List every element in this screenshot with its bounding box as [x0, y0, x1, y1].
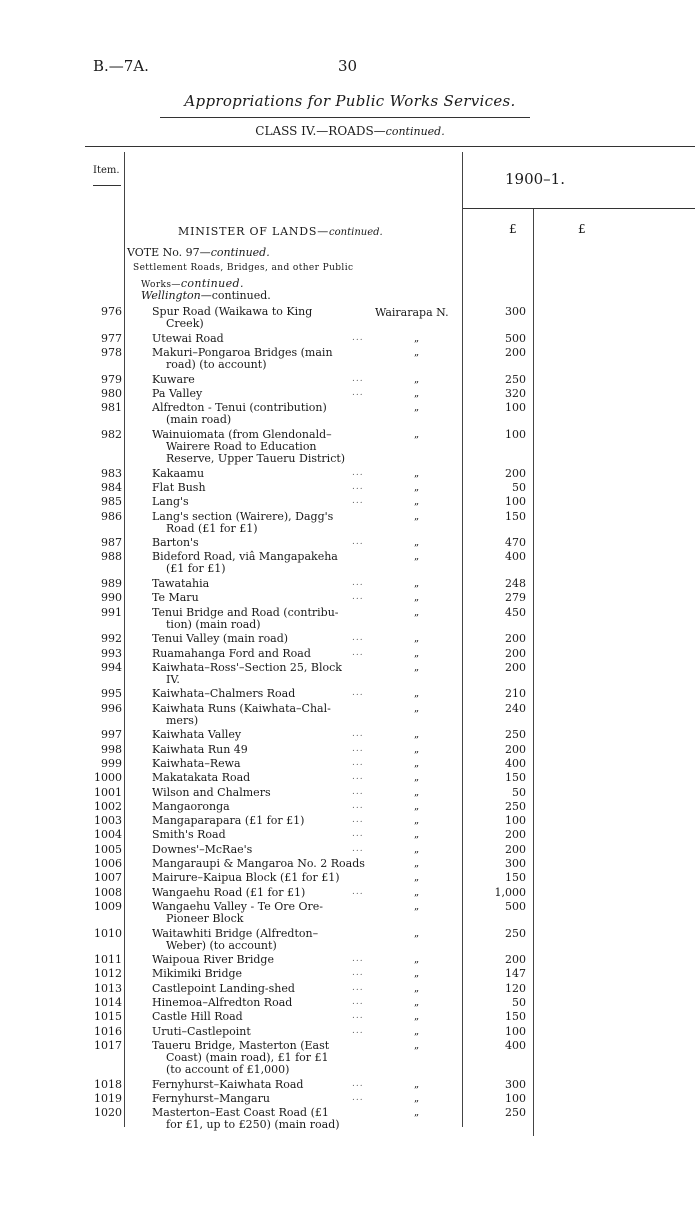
item-description-line1: Kaiwhata–Ross'–Section 25, Block [152, 660, 342, 674]
item-description-continuation: Coast) (main road), £1 for £1 [166, 1050, 329, 1064]
item-description-line1: Makatakata Road [152, 771, 251, 785]
item-number: 990 [101, 591, 122, 605]
ditto-mark: „ [414, 1011, 420, 1023]
page-title: Appropriations for Public Works Services. [184, 92, 516, 110]
ditto-mark: „ [414, 496, 420, 508]
item-description-continuation: tion) (main road) [166, 617, 261, 631]
item-description [152, 872, 366, 884]
ditto-mark: „ [414, 1039, 420, 1051]
item-number: 993 [101, 646, 122, 660]
ditto-mark: „ [414, 661, 420, 673]
item-description-continuation: road) (to account) [166, 357, 267, 371]
item-description-line1: Spur Road (Waikawa to King [152, 305, 313, 318]
leader-dots: ... [352, 688, 364, 699]
item-number: 1011 [94, 953, 122, 967]
item-number: 1004 [94, 828, 122, 842]
item-number: 1012 [94, 967, 122, 981]
ditto-mark: „ [414, 815, 420, 827]
item-description [152, 815, 366, 827]
item-description-line1: Wangaehu Road (£1 for £1) [152, 885, 306, 899]
item-description-line1: Waitawhiti Bridge (Alfredton– [152, 926, 319, 940]
item-description [152, 901, 366, 925]
section-heading-line2: Works—continued. [141, 277, 244, 290]
item-amount: 100 [505, 427, 526, 441]
title-rule [160, 117, 530, 118]
item-description-line1: Tenui Valley (main road) [152, 632, 289, 646]
item-amount: 50 [512, 996, 526, 1009]
item-amount: 200 [505, 842, 526, 856]
item-description-continuation: Weber) (to account) [166, 938, 277, 952]
item-description-line1: Fernyhurst–Mangaru [152, 1092, 270, 1106]
item-amount: 210 [505, 687, 526, 701]
item-description-line1: Pa Valley [152, 386, 203, 400]
item-amount: 250 [505, 799, 526, 813]
item-number: 1006 [94, 857, 122, 870]
item-amount: 200 [505, 953, 526, 967]
item-number: 991 [101, 605, 122, 619]
ditto-mark: „ [414, 647, 420, 659]
item-description-continuation: mers) [166, 713, 199, 727]
ditto-mark: „ [414, 900, 420, 912]
item-description-continuation: Creek) [166, 317, 204, 330]
item-description [152, 954, 366, 966]
item-description [152, 578, 366, 590]
item-description-line1: Smith's Road [152, 828, 226, 842]
item-number: 987 [101, 536, 122, 550]
ditto-mark: „ [414, 786, 420, 798]
ditto-mark: „ [414, 757, 420, 769]
ditto-mark: „ [414, 843, 420, 855]
item-number: 979 [101, 372, 122, 386]
item-description-line1: Mangaoronga [152, 799, 230, 813]
item-amount: 500 [505, 899, 526, 913]
ditto-mark: „ [414, 373, 420, 385]
item-description [152, 968, 366, 980]
leader-dots: ... [352, 373, 364, 384]
item-number: 1009 [94, 899, 122, 913]
item-amount: 100 [505, 814, 526, 828]
item-amount: 200 [505, 632, 526, 646]
item-description-line1: Utewai Road [152, 331, 224, 345]
item-description-line1: Castle Hill Road [152, 1010, 243, 1024]
item-amount: 200 [505, 646, 526, 660]
item-description-continuation: for £1, up to £250) (main road) [166, 1118, 340, 1132]
item-amount: 200 [505, 466, 526, 480]
leader-dots: ... [352, 467, 364, 478]
item-description-line1: Wilson and Chalmers [152, 785, 271, 799]
item-description [152, 388, 366, 400]
item-number: 1017 [94, 1038, 122, 1052]
item-number: 981 [101, 401, 122, 415]
leader-dots: ... [352, 729, 364, 740]
leader-dots: ... [352, 997, 364, 1007]
item-header-rule [93, 185, 121, 186]
item-description [152, 333, 366, 345]
ditto-mark: „ [414, 606, 420, 618]
item-number: 1014 [94, 996, 122, 1009]
item-description [152, 551, 366, 575]
item-number: 994 [101, 660, 122, 674]
item-number: 976 [101, 305, 122, 318]
item-description [152, 801, 366, 813]
ditto-mark: „ [414, 332, 420, 344]
leader-dots: ... [352, 1093, 364, 1104]
item-description [152, 607, 366, 631]
item-description-line1: Castlepoint Landing-shed [152, 981, 295, 995]
item-amount: 200 [505, 660, 526, 674]
item-description-line1: Mikimiki Bridge [152, 967, 243, 981]
amount-column-rule [533, 208, 534, 1136]
item-description-line1: Mangaraupi & Mangaroa No. 2 Roads [152, 857, 365, 870]
leader-dots: ... [352, 633, 364, 644]
page-number: 30 [338, 57, 358, 75]
item-description-line1: Ruamahanga Ford and Road [152, 646, 311, 660]
table-top-rule [85, 146, 695, 147]
item-number: 989 [101, 577, 122, 590]
ditto-mark: „ [414, 872, 420, 884]
item-amount: 100 [505, 1092, 526, 1106]
item-description-line1: Mairure–Kaipua Block (£1 for £1) [152, 871, 340, 885]
item-description [152, 592, 366, 604]
ditto-mark: „ [414, 428, 420, 440]
item-description [152, 1026, 366, 1038]
item-description-line1: Downes'–McRae's [152, 842, 253, 856]
item-amount: 300 [505, 857, 526, 870]
item-description-line1: Tawatahia [152, 577, 210, 590]
ditto-mark: „ [414, 829, 420, 841]
item-number: 998 [101, 742, 122, 756]
ditto-mark: „ [414, 537, 420, 549]
item-number: 1019 [94, 1092, 122, 1106]
item-description [152, 928, 366, 952]
item-amount: 250 [505, 728, 526, 742]
leader-dots: ... [352, 387, 364, 398]
item-amount: 400 [505, 756, 526, 770]
item-amount: 250 [505, 1106, 526, 1120]
item-amount: 279 [505, 591, 526, 605]
pound-symbol-col2: £ [578, 222, 586, 236]
item-description [152, 844, 366, 856]
ditto-mark: „ [414, 1078, 420, 1090]
item-description [152, 729, 366, 741]
leader-dots: ... [352, 1025, 364, 1036]
item-number: 988 [101, 550, 122, 564]
item-number: 1008 [94, 885, 122, 899]
leader-dots: ... [352, 772, 364, 783]
leader-dots: ... [352, 954, 364, 965]
item-number: 1003 [94, 814, 122, 828]
item-description [152, 744, 366, 756]
item-amount: 248 [505, 577, 526, 590]
item-column-rule [124, 152, 125, 1127]
item-number: 1018 [94, 1077, 122, 1091]
ditto-mark: „ [414, 481, 420, 493]
item-number: 985 [101, 495, 122, 509]
item-number: 986 [101, 509, 122, 523]
item-description [152, 1011, 366, 1023]
district-heading: Wellington—continued. [141, 289, 271, 302]
leader-dots: ... [352, 786, 364, 797]
item-description-continuation: Wairere Road to Education [166, 439, 317, 453]
item-amount: 147 [505, 967, 526, 981]
item-amount: 50 [512, 480, 526, 494]
class-heading: CLASS IV.—ROADS—continued. [255, 124, 445, 138]
item-description [152, 633, 366, 645]
leader-dots: ... [352, 982, 364, 993]
item-amount: 150 [505, 771, 526, 785]
item-description-line1: Uruti–Castlepoint [152, 1024, 251, 1038]
item-number: 1016 [94, 1024, 122, 1038]
item-amount: 400 [505, 550, 526, 564]
item-description [152, 429, 366, 465]
ditto-mark: „ [414, 743, 420, 755]
leader-dots: ... [352, 1011, 364, 1022]
leader-dots: ... [352, 481, 364, 492]
item-description-line1: Kaiwhata–Rewa [152, 756, 241, 770]
item-description [152, 1107, 366, 1131]
item-amount: 120 [505, 981, 526, 995]
ditto-mark: „ [414, 467, 420, 479]
item-amount: 250 [505, 926, 526, 940]
item-amount: 300 [505, 305, 526, 318]
item-description-line1: Bideford Road, viâ Mangapakeha [152, 550, 338, 564]
item-amount: 500 [505, 331, 526, 345]
item-description [152, 772, 366, 784]
ditto-mark: „ [414, 954, 420, 966]
item-column-header: Item. [93, 165, 120, 176]
item-number: 1002 [94, 799, 122, 813]
leader-dots: ... [352, 332, 364, 343]
document-reference: B.—7A. [93, 57, 149, 75]
item-number: 995 [101, 687, 122, 701]
item-description [152, 983, 366, 995]
item-description-continuation: Reserve, Upper Taueru District) [166, 451, 346, 465]
item-description [152, 758, 366, 770]
item-description-line1: Taueru Bridge, Masterton (East [152, 1038, 330, 1052]
ditto-mark: „ [414, 858, 420, 869]
item-description [152, 468, 366, 480]
ditto-mark: „ [414, 346, 420, 358]
item-description-continuation: Road (£1 for £1) [166, 521, 258, 535]
leader-dots: ... [352, 886, 364, 897]
leader-dots: ... [352, 815, 364, 826]
item-description-line1: Kaiwhata Valley [152, 728, 242, 742]
item-description-line1: Barton's [152, 536, 199, 550]
item-amount: 320 [505, 386, 526, 400]
item-description [152, 374, 366, 386]
item-number: 1013 [94, 981, 122, 995]
leader-dots: ... [352, 743, 364, 754]
item-description-line1: Lang's [152, 495, 189, 509]
item-description-continuation: Pioneer Block [166, 911, 244, 925]
ditto-mark: „ [414, 968, 420, 980]
ditto-mark: „ [414, 886, 420, 898]
item-description [152, 662, 366, 686]
item-amount: 240 [505, 701, 526, 715]
ditto-mark: „ [414, 387, 420, 399]
item-description-line1: Kaiwhata–Chalmers Road [152, 687, 296, 701]
item-amount: 400 [505, 1038, 526, 1052]
item-description-continuation: (main road) [166, 413, 232, 427]
section-heading-line1: Settlement Roads, Bridges, and other Public [133, 263, 354, 273]
minister-heading: MINISTER OF LANDS—continued. [178, 225, 383, 238]
item-description-line1: Kuware [152, 372, 195, 386]
item-amount: 200 [505, 828, 526, 842]
item-description-line1: Kaiwhata Runs (Kaiwhata–Chal- [152, 701, 331, 715]
item-number: 1005 [94, 842, 122, 856]
item-amount: 200 [505, 742, 526, 756]
item-amount: 100 [505, 1024, 526, 1038]
item-number: 997 [101, 728, 122, 742]
ditto-mark: „ [414, 592, 420, 604]
leader-dots: ... [352, 1078, 364, 1089]
ditto-mark: „ [414, 688, 420, 700]
item-description-line1: Lang's section (Wairere), Dagg's [152, 509, 334, 523]
item-description [152, 648, 366, 660]
leader-dots: ... [352, 578, 364, 588]
leader-dots: ... [352, 647, 364, 658]
leader-dots: ... [352, 496, 364, 507]
item-description [152, 703, 366, 727]
ditto-mark: „ [414, 702, 420, 714]
item-description [152, 688, 366, 700]
item-amount: 470 [505, 536, 526, 550]
item-number: 1001 [94, 785, 122, 799]
item-number: 984 [101, 480, 122, 494]
item-description-continuation: (to account of £1,000) [166, 1062, 290, 1076]
item-description-line1: Masterton–East Coast Road (£1 [152, 1106, 329, 1120]
pound-symbol-col1: £ [509, 222, 517, 236]
leader-dots: ... [352, 829, 364, 840]
ditto-mark: „ [414, 633, 420, 645]
item-description [152, 1079, 366, 1091]
item-amount: 100 [505, 495, 526, 509]
item-number: 980 [101, 386, 122, 400]
item-description-line1: Kaiwhata Run 49 [152, 742, 248, 756]
item-number: 992 [101, 632, 122, 646]
ditto-mark: „ [414, 729, 420, 741]
fiscal-year-header: 1900–1. [505, 170, 565, 188]
item-description-line1: Fernyhurst–Kaiwhata Road [152, 1077, 304, 1091]
item-number: 978 [101, 345, 122, 359]
leader-dots: ... [352, 592, 364, 603]
item-description-line1: Mangaparapara (£1 for £1) [152, 814, 305, 828]
item-description-line1: Wainuiomata (from Glendonald– [152, 427, 332, 441]
item-number: 1010 [94, 926, 122, 940]
item-amount: 200 [505, 345, 526, 359]
item-description-continuation: (£1 for £1) [166, 562, 226, 576]
item-amount: 50 [512, 785, 526, 799]
ditto-mark: „ [414, 800, 420, 812]
item-description-line1: Te Maru [152, 591, 199, 605]
item-description [152, 537, 366, 549]
item-description [152, 829, 366, 841]
item-amount: 250 [505, 372, 526, 386]
year-header-rule [463, 208, 695, 209]
item-description [152, 858, 366, 870]
item-amount: 100 [505, 401, 526, 415]
item-description-line1: Alfredton - Tenui (contribution) [152, 401, 327, 415]
item-description [152, 402, 366, 426]
vote-heading: VOTE No. 97—continued. [127, 246, 270, 259]
item-description [152, 306, 366, 330]
item-number: 982 [101, 427, 122, 441]
item-description [152, 496, 366, 508]
item-number: 1015 [94, 1010, 122, 1024]
item-number: 983 [101, 466, 122, 480]
item-description [152, 511, 366, 535]
item-amount: 450 [505, 605, 526, 619]
leader-dots: ... [352, 968, 364, 979]
item-number: 996 [101, 701, 122, 715]
item-district: Wairarapa N. [375, 306, 449, 319]
item-description [152, 887, 366, 899]
item-description-line1: Kakaamu [152, 466, 205, 480]
ditto-mark: „ [414, 1093, 420, 1105]
ditto-mark: „ [414, 1025, 420, 1037]
item-amount: 1,000 [494, 885, 526, 899]
description-column-rule [462, 152, 463, 1127]
item-description-line1: Flat Bush [152, 480, 206, 494]
item-description-line1: Waipoua River Bridge [152, 953, 274, 967]
item-description [152, 1040, 366, 1076]
item-number: 1000 [94, 771, 122, 785]
item-description-line1: Makuri–Pongaroa Bridges (main [152, 345, 333, 359]
item-description [152, 997, 366, 1009]
item-description-continuation: IV. [166, 672, 180, 686]
leader-dots: ... [352, 757, 364, 768]
ditto-mark: „ [414, 927, 420, 939]
leader-dots: ... [352, 843, 364, 854]
ditto-mark: „ [414, 997, 420, 1008]
item-number: 1007 [94, 871, 122, 885]
item-description [152, 482, 366, 494]
ditto-mark: „ [414, 1107, 420, 1119]
ditto-mark: „ [414, 510, 420, 522]
item-number: 1020 [94, 1106, 122, 1120]
item-amount: 300 [505, 1077, 526, 1091]
item-amount: 150 [505, 1010, 526, 1024]
item-description-line1: Tenui Bridge and Road (contribu- [152, 605, 339, 619]
ditto-mark: „ [414, 551, 420, 563]
item-amount: 150 [505, 509, 526, 523]
item-description [152, 1093, 366, 1105]
item-amount: 150 [505, 871, 526, 885]
item-description [152, 347, 366, 371]
ditto-mark: „ [414, 578, 420, 589]
ditto-mark: „ [414, 402, 420, 414]
leader-dots: ... [352, 800, 364, 811]
item-number: 999 [101, 756, 122, 770]
item-description [152, 787, 366, 799]
leader-dots: ... [352, 537, 364, 548]
item-number: 977 [101, 331, 122, 345]
item-description-line1: Hinemoa–Alfredton Road [152, 996, 293, 1009]
ditto-mark: „ [414, 772, 420, 784]
item-description-line1: Wangaehu Valley - Te Ore Ore- [152, 899, 324, 913]
ditto-mark: „ [414, 982, 420, 994]
